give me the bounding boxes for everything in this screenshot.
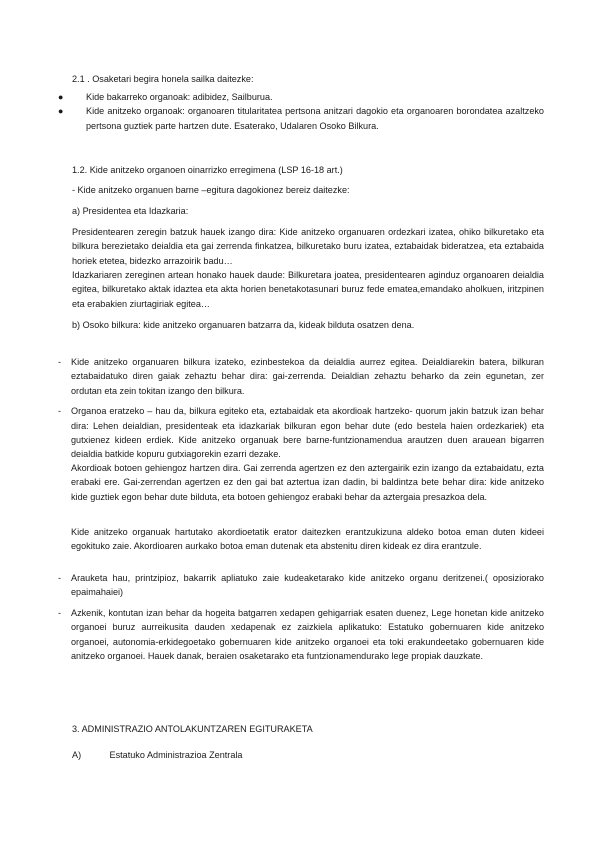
- idazkaria-paragraph: Idazkariaren zereginen artean honako hauek daude: Bilkuretara joatea, presidentearen aginduz organoaren deialdia egitea, bilkuretako aktak idaztea eta akta horien benetakotasunari buruz fede ematea,emandako aholkuen, iritzpinen eta erabakien ziurtagiriak egitea…: [72, 270, 544, 309]
- section-1-2-heading: 1.2. Kide anitzeko organoen oinarrizko erregimena (LSP 16-18 art.): [72, 165, 343, 175]
- list-item: [58, 90, 544, 104]
- section-1-2-intro: - Kide anitzeko organuen barne –egitura dagokionez bereiz daitezke:: [72, 185, 350, 195]
- subheading-label: A): [72, 750, 82, 760]
- section-2-1-heading: 2.1 . Osaketari begira honela sailka daitezke:: [72, 74, 254, 84]
- bullet-text: Kide bakarreko organoak: adibidez, Sailburua.: [86, 92, 273, 102]
- dash-icon: -: [58, 357, 62, 367]
- quorum-paragraph: Akordioak botoen gehiengoz hartzen dira. Gai zerrenda agertzen ez den aztergairik ezin izango da eztabaidatu, ezta erabaki ere. Gai-zerrendan agertzen ez den gai bat aztertua izan dadin, bi baldintza bete behar dira: kide anitzeko kide guztiek egon behar dute bilduta, eta botoen gehiengoz erabaki behar da aztergaia presazkoa dela.: [71, 463, 544, 502]
- section-3-heading: 3. ADMINISTRAZIO ANTOLAKUNTZAREN EGITURAKETA: [72, 724, 313, 734]
- dash-icon: -: [58, 406, 62, 417]
- subheading-text: Estatuko Administrazioa Zentrala: [109, 750, 243, 760]
- list-item: [58, 606, 544, 664]
- list-item-text: Organoa eratzeko – hau da, bilkura egiteko eta, eztabaidak eta akordioak hartzeko- quorum jakin batzuk izan behar dira: Lehen deialdian, presidenteak eta idazkariak bilkuran egon behar dute (edo bestela haien ordezkariek) eta gutxienez kideen erdiek. Kide anitzeko organuak bere barne-funtzionamendua arautzen duen arauean bigarren deialdia batkide kopuru gutxiagorekin ezarri dezake.: [71, 406, 544, 460]
- list-item: [58, 355, 544, 398]
- list-item: [58, 104, 544, 133]
- bullet-text: Kide anitzeko organoak: organoaren titularitatea pertsona anitzari dagokio eta organoaren borondatea azaltzeko pertsona guztiek parte hartzen dute. Esaterako, Udalaren Osoko Bilkura.: [86, 106, 544, 131]
- responsibility-paragraph: Kide anitzeko organuak hartutako akordioetatik erator daitezken erantzukizuna aldeko botoa eman duten kideei egokituko zaie. Akordioaren aurkako botoa eman dutenak eta abstenitu diren kideak ez dira erantzule.: [71, 527, 544, 552]
- list-item-text: Kide anitzeko organuaren bilkura izateko, ezinbestekoa da deialdia aurrez egitea. Deialdiarekin batera, bilkuran eztabaidatuko diren gaiak zehaztu behar dira: gai-zerrenda. Deialdian zehaztu beharko da zein egunetan, zer ordutan eta zein tokitan izango den bilkura.: [71, 357, 544, 396]
- list-item: [58, 404, 544, 462]
- rules-list-continued: [58, 571, 544, 663]
- organ-types-list: [58, 90, 544, 133]
- presidentea-paragraph: Presidentearen zeregin batzuk hauek izango dira: Kide anitzeko organuaren ordezkari izatea, ohiko bilkuretako eta bilkura berezietako deialdia eta gai zerrenda finkatzea, bilkuretako buru izatea, eztabaidak bideratzea, eta eztabaida horiek etetea, bidezko arrazoirik badu…: [72, 227, 544, 266]
- presidentea-label: a) Presidentea eta Idazkaria:: [72, 206, 189, 216]
- section-3-subheading: [72, 748, 242, 762]
- list-item-text: Azkenik, kontutan izan behar da hogeita batgarren xedapen gehigarriak esaten duenez, Lege honetan kide anitzeko organoei buruz aurreikusita dauden xedapenak ez zaizkiela aplikatuko: Estatuko gobernuaren kide anitzeko organoei, autonomia-erkidegoetako gobernuaren kide anitzeko organoei eta toki erakundeetako gobernuaren kide anitzeko organoei. Hauek danak, beraien osaketarako eta funtzionamendurako lege propiak dauzkate.: [71, 607, 544, 662]
- list-item-text: Arauketa hau, printzipioz, bakarrik apliatuko zaie kudeaketarako kide anitzeko organu deritzenei.( oposiziorako epaimahaiei): [71, 573, 544, 598]
- list-item: [58, 571, 544, 600]
- dash-icon: -: [58, 607, 62, 618]
- dash-icon: -: [58, 573, 62, 583]
- rules-list: [58, 355, 544, 462]
- osoko-bilkura-label: b) Osoko bilkura: kide anitzeko organuaren batzarra da, kideak bilduta osatzen dena.: [72, 320, 415, 330]
- bullet-icon: ●: [58, 92, 64, 102]
- bullet-icon: ●: [58, 106, 64, 117]
